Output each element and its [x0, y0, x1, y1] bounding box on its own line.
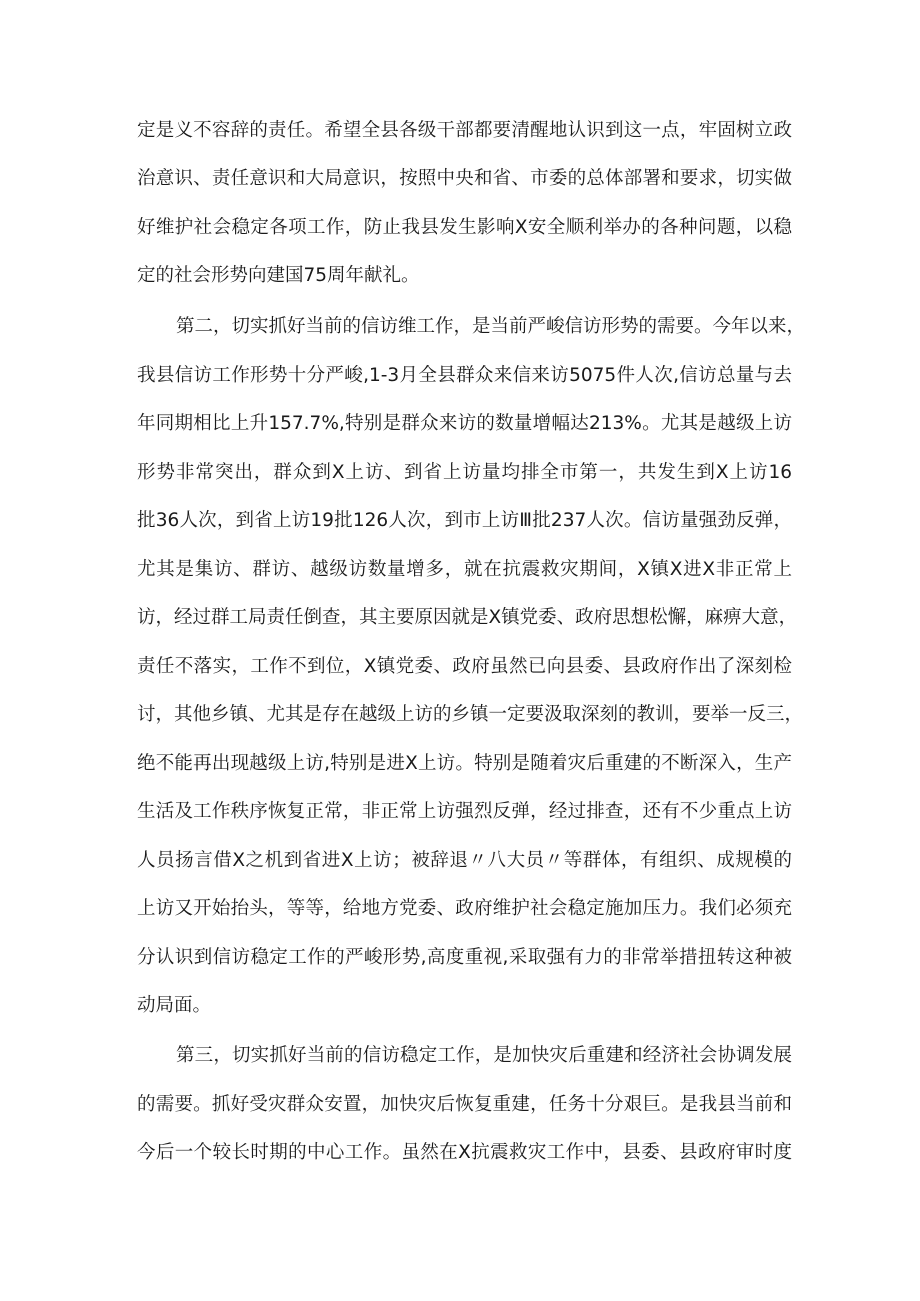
text-line: 访，经过群工局责任倒查，其主要原因就是X镇党委、政府思想松懈，麻痹大意，	[137, 607, 798, 628]
text-line: 好维护社会稳定各项工作，防止我县发生影响X安全顺利举办的各种问题，以稳	[137, 217, 792, 238]
text-line: 动局面。	[137, 995, 212, 1016]
text-line: 年同期相比上升157.7%,特别是群众来访的数量增幅达213%。尤其是越级上访	[137, 413, 792, 434]
text-line: 第二，切实抓好当前的信访维工作，是当前严峻信访形势的需要。今年以来，	[176, 316, 806, 337]
text-line: 绝不能再出现越级上访,特别是进X上访。特别是随着灾后重建的不断深入，生产	[137, 753, 792, 774]
text-line: 我县信访工作形势十分严峻,1-3月全县群众来信来访5075件人次,信访总量与去	[137, 365, 792, 386]
text-line: 今后一个较长时期的中心工作。虽然在X抗震救灾工作中，县委、县政府审时度	[137, 1142, 792, 1163]
text-line: 分认识到信访稳定工作的严峻形势,高度重视,采取强有力的非常举措扭转这种被	[137, 947, 792, 968]
text-line: 生活及工作秩序恢复正常，非正常上访强烈反弹，经过排查，还有不少重点上访	[137, 801, 792, 822]
text-line: 定的社会形势向建国75周年献礼。	[137, 265, 420, 286]
text-line: 形势非常突出，群众到X上访、到省上访量均排全市第一，共发生到X上访16	[137, 462, 792, 483]
text-line: 讨，其他乡镇、尤其是存在越级上访的乡镇一定要汲取深刻的教训，要举一反三，	[137, 704, 804, 725]
text-line: 责任不落实，工作不到位，X镇党委、政府虽然已向县委、县政府作出了深刻检	[137, 656, 792, 677]
text-line: 尤其是集访、群访、越级访数量增多，就在抗震救灾期间，X镇X进X非正常上	[137, 559, 792, 580]
text-line: 定是义不容辞的责任。希望全县各级干部都要清醒地认识到这一点，牢固树立政	[137, 120, 792, 141]
text-line: 人员扬言借X之机到省进X上访；被辞退〃八大员〃等群体，有组织、成规模的	[137, 850, 792, 871]
text-line: 的需要。抓好受灾群众安置，加快灾后恢复重建，任务十分艰巨。是我县当前和	[137, 1094, 792, 1115]
text-line: 第三，切实抓好当前的信访稳定工作，是加快灾后重建和经济社会协调发展	[176, 1045, 792, 1066]
text-line: 上访又开始抬头，等等，给地方党委、政府维护社会稳定施加压力。我们必须充	[137, 898, 792, 919]
text-line: 治意识、责任意识和大局意识，按照中央和省、市委的总体部署和要求，切实做	[137, 168, 792, 189]
text-line: 批36人次，到省上访19批126人次，到市上访Ⅲ批237人次。信访量强劲反弹，	[137, 510, 792, 531]
